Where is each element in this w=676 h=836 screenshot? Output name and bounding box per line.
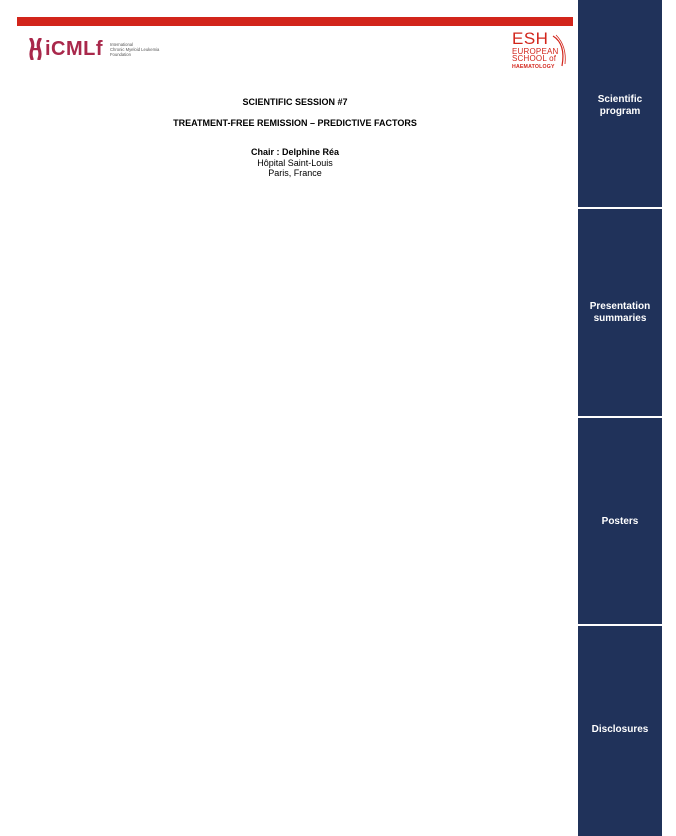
section-sidebar: [578, 0, 662, 836]
icmlf-logo-subtitle: [110, 42, 180, 57]
esh-logo: [512, 29, 566, 75]
esh-logo-line-school: SCHOOL of: [512, 54, 557, 63]
esh-logo-line-haematology: HAEMATOLOGY: [512, 64, 555, 70]
sidebar-tab-label: Presentation: [589, 301, 651, 312]
sidebar-tab-label: Disclosures: [591, 724, 649, 735]
session-chair: Chair : Delphine Réa: [250, 147, 340, 157]
icmlf-subtitle-line: Chronic Myeloid Leukemia: [110, 47, 160, 52]
sidebar-tab-scientific-program[interactable]: [578, 0, 662, 207]
sidebar-tab-disclosures[interactable]: [578, 626, 662, 836]
chair-affiliation: Hôpital Saint-Louis: [257, 158, 333, 168]
chair-location: Paris, France: [268, 168, 322, 178]
session-title: TREATMENT-FREE REMISSION – PREDICTIVE FACTORS: [173, 118, 417, 128]
sidebar-tab-label: Posters: [601, 516, 639, 527]
icmlf-logo: [28, 38, 178, 62]
sidebar-tab-label: Scientific: [597, 94, 643, 105]
sidebar-tab-posters[interactable]: [578, 418, 662, 624]
header-accent-bar: [17, 17, 573, 26]
session-number: SCIENTIFIC SESSION #7: [242, 97, 348, 107]
esh-logo-line-european: EUROPEAN: [512, 47, 559, 56]
icmlf-subtitle-line: International: [110, 42, 134, 47]
icmlf-subtitle-line: Foundation: [110, 52, 131, 57]
icmlf-logo-word: iCMLf: [45, 38, 104, 60]
esh-logo-abbr: ESH: [512, 29, 549, 48]
sidebar-tab-label: summaries: [593, 313, 647, 324]
sidebar-tab-label: program: [599, 106, 641, 117]
chromosome-icon: [28, 38, 44, 60]
sidebar-tab-presentation-summaries[interactable]: [578, 209, 662, 416]
